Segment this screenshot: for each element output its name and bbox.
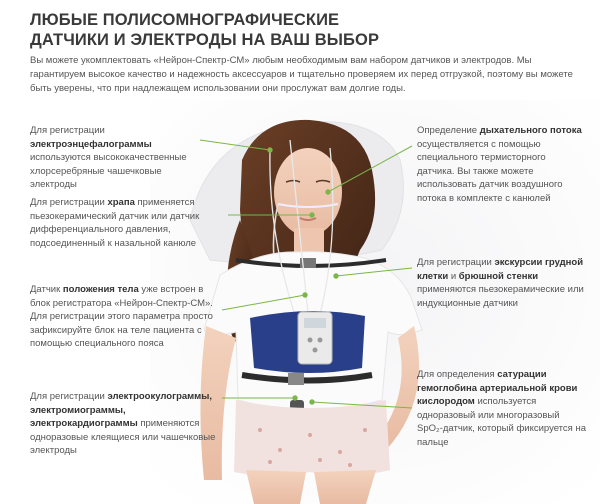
callout-body-position: Датчик положения тела уже встроен в блок регистратора «Нейрон-Спектр-СМ». Для регистрации этого параметра просто зафиксируйте блок на теле пациента с помощью специального пояса: [30, 284, 213, 349]
callout-respiratory-effort: Для регистрации экскурсии грудной клетки и брюшной стенки применяются пьезокерамические или индукционные датчики: [417, 257, 584, 309]
callout-eog-highlight: электроокулограммы, электромиограммы, электрокардиограммы: [30, 391, 212, 429]
callout-spo2-highlight: сатурации гемоглобина артериальной крови кислородом: [417, 369, 578, 407]
callout-spo2: Для определения сатурации гемоглобина артериальной крови кислородом используется одноразовый или многоразовый SpO₂-датчик, который фиксируется на пальце: [417, 369, 586, 448]
callout-eeg: Для регистрации электроэнцефалограммы используются высококачественные хлорсеребряные чашечковые электроды: [30, 125, 187, 190]
callout-snore: Для регистрации храпа применяется пьезокерамический датчик или датчик дифференциального давления, подсоединенный к назальной канюле: [30, 197, 200, 249]
callout-effort-highlight-chest: экскурсии грудной клетки: [417, 257, 584, 282]
callout-effort-highlight-abdomen: брюшной стенки: [458, 270, 539, 282]
callout-snore-highlight: храпа: [107, 197, 135, 208]
page-title: [30, 10, 430, 50]
callout-airflow-highlight: дыхательного потока: [479, 125, 582, 136]
title-line-1: ЛЮБЫЕ ПОЛИСОМНОГРАФИЧЕСКИЕ: [30, 11, 340, 29]
callout-airflow: Определение дыхательного потока осуществляется с помощью специального термисторного датчика. Вы также можете использовать датчик воздушного потока в комплекте с канюлей: [417, 125, 582, 204]
callout-position-highlight: положения тела: [62, 284, 139, 295]
callout-eeg-highlight: электроэнцефалограммы: [30, 138, 152, 150]
intro-paragraph: Вы можете укомплектовать «Нейрон-Спектр-СМ» любым необходимым вам набором датчиков и электродов. Мы гарантируем высокое качество и надежность аксессуаров и тщательно проверяем их перед отгрузкой, поэтому вы можете быть уверены, что при надлежащем использовании они прослужат вам долгие годы.: [30, 55, 573, 94]
title-line-2: ДАТЧИКИ И ЭЛЕКТРОДЫ НА ВАШ ВЫБОР: [30, 31, 380, 49]
callout-eog-emg-ecg: Для регистрации электроокулограммы, электромиограммы, электрокардиограммы применяются одноразовые клеящиеся или чашечковые электроды: [30, 391, 216, 456]
